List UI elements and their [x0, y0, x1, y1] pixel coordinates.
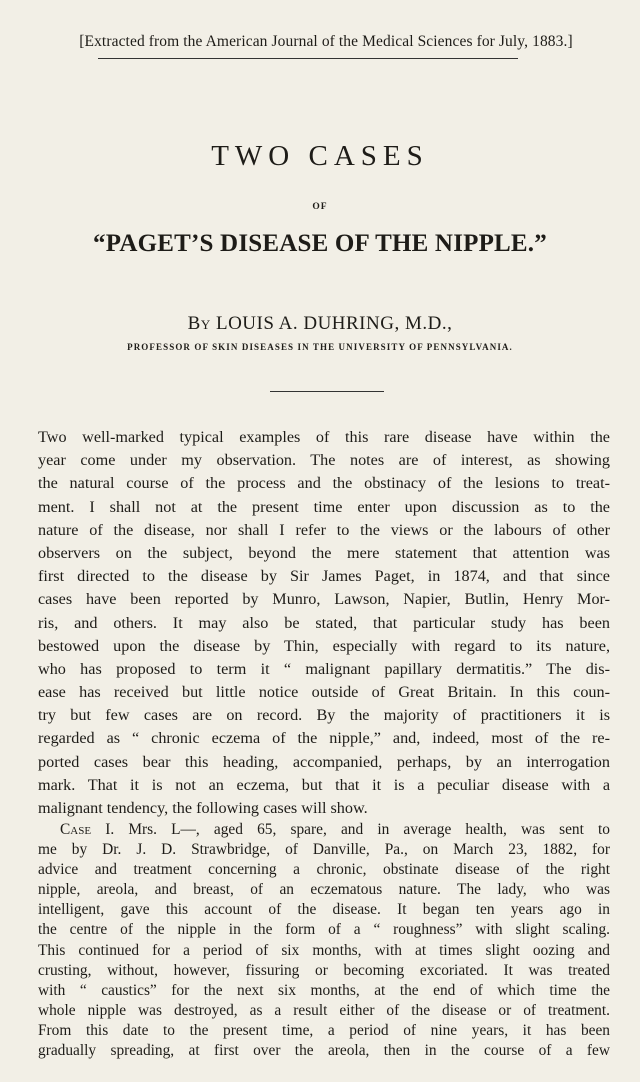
text-line: whole nipple was destroyed, as a result either of the disease or of treatment.: [38, 1001, 610, 1019]
intro-paragraph: [38, 426, 610, 820]
text-line: ease has received but little notice outside of Great Britain. In this coun-: [38, 683, 610, 702]
author-by: By: [187, 313, 211, 334]
author-affiliation: PROFESSOR OF SKIN DISEASES IN THE UNIVERSITY OF PENNSYLVANIA.: [127, 342, 513, 352]
author-name: LOUIS A. DUHRING, M.D.,: [215, 313, 453, 334]
text-line: the natural course of the process and the obstinacy of the lesions to treat-: [38, 474, 610, 493]
text-line: cases have been reported by Munro, Lawson, Napier, Butlin, Henry Mor-: [38, 590, 610, 609]
text-line: regarded as “ chronic eczema of the nipple,” and, indeed, most of the re-: [38, 729, 610, 748]
case-paragraph: [38, 820, 610, 1061]
text-line: advice and treatment concerning a chronic, obstinate disease of the right: [38, 861, 610, 879]
text-line: the centre of the nipple in the form of a “ roughness” with slight scaling.: [38, 921, 610, 939]
title-of: OF: [312, 202, 328, 212]
author-line: [0, 313, 640, 335]
text-line: first directed to the disease by Sir James Paget, in 1874, and that since: [38, 567, 610, 586]
text-line: bestowed upon the disease by Thin, especially with regard to its nature,: [38, 636, 610, 655]
subtitle: “PAGET’S DISEASE OF THE NIPPLE.”: [93, 230, 547, 257]
text-line: nipple, areola, and breast, of an eczematous nature. The lady, who was: [38, 881, 610, 899]
text-line: crusting, without, however, fissuring or becoming excoriated. It was treated: [38, 961, 610, 979]
text-line: intelligent, gave this account of the disease. It began ten years ago in: [38, 901, 610, 919]
text-line: Two well-marked typical examples of this rare disease have within the: [38, 428, 610, 446]
case-first-line: Mrs. L—, aged 65, spare, and in average health, was sent to: [128, 821, 610, 838]
text-line: try but few cases are on record. By the majority of practitioners it is: [38, 706, 610, 725]
text-line: malignant tendency, the following cases will show.: [38, 799, 368, 817]
section-rule: [270, 391, 384, 392]
text-line: me by Dr. J. D. Strawbridge, of Danville, Pa., on March 23, 1882, for: [38, 841, 610, 859]
text-line: with “ caustics” for the next six months, at the end of which time the: [38, 981, 610, 999]
text-line: ris, and others. It may also be stated, that particular study has been: [38, 613, 610, 632]
text-line: ported cases bear this heading, accompanied, perhaps, by an interrogation: [38, 752, 610, 771]
case-label: Case I.: [60, 821, 115, 838]
text-line: [38, 820, 610, 840]
text-line: nature of the disease, nor shall I refer to the views or the labours of other: [38, 520, 610, 539]
header-rule: [98, 58, 518, 59]
text-line: mark. That it is not an eczema, but that it is a peculiar disease with a: [38, 775, 610, 794]
text-line: observers on the subject, beyond the mere statement that attention was: [38, 543, 610, 562]
journal-header: [Extracted from the American Journal of the Medical Sciences for July, 1883.]: [79, 33, 573, 50]
text-line: ment. I shall not at the present time enter upon discussion as to the: [38, 497, 610, 516]
title: TWO CASES: [211, 140, 429, 172]
text-line: who has proposed to term it “ malignant papillary dermatitis.” The dis-: [38, 659, 610, 678]
text-line: gradually spreading, at first over the areola, then in the course of a few: [38, 1042, 610, 1060]
text-line: From this date to the present time, a period of nine years, it has been: [38, 1021, 610, 1039]
text-line: This continued for a period of six months, with at times slight oozing and: [38, 941, 610, 959]
text-line: year come under my observation. The notes are of interest, as showing: [38, 451, 610, 470]
